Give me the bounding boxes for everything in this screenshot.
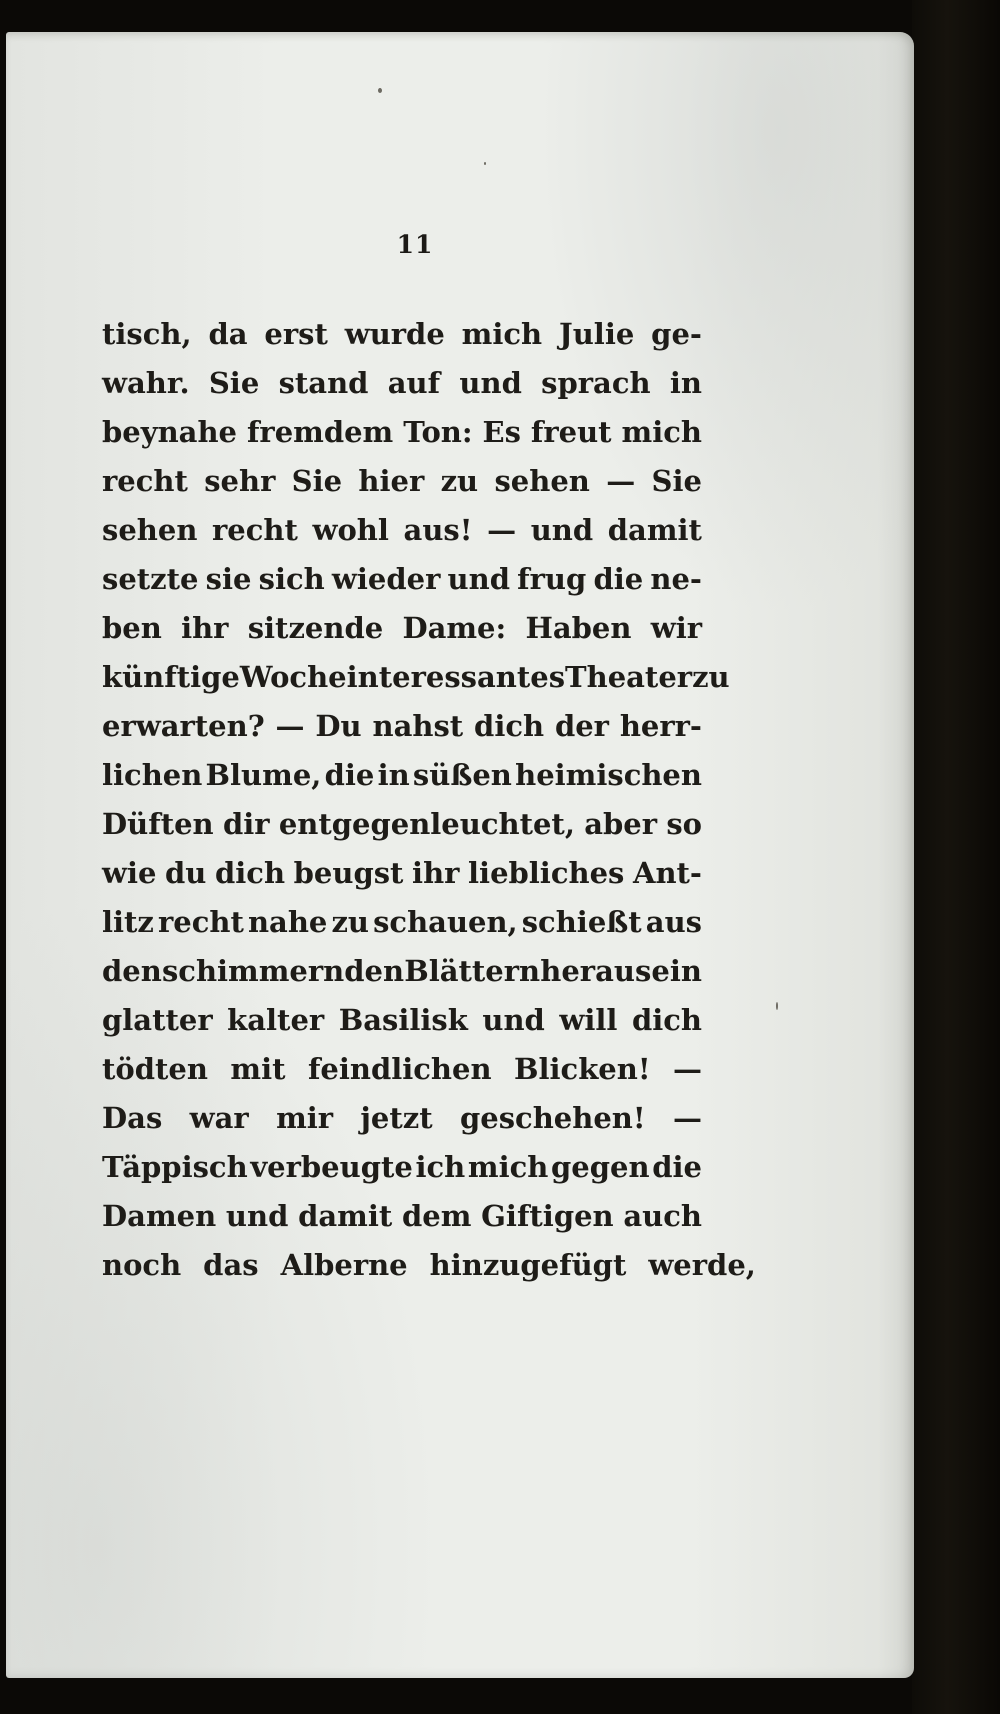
text-word: noch: [102, 1248, 182, 1282]
text-line: [102, 1150, 702, 1199]
text-word: wahr.: [102, 366, 190, 400]
text-word: schimmernden: [161, 954, 405, 988]
text-word: nahe: [247, 905, 328, 939]
body-text: [102, 317, 756, 1297]
text-line: [102, 1199, 702, 1248]
text-word: wohl: [312, 513, 389, 547]
text-word: heimischen: [515, 758, 702, 792]
text-word: sie: [205, 562, 252, 596]
text-word: mir: [276, 1101, 334, 1135]
text-word: ihr: [412, 856, 460, 890]
text-word: da: [208, 317, 248, 351]
text-word: Du: [315, 709, 362, 743]
text-line: [102, 709, 702, 758]
text-word: schießt: [521, 905, 642, 939]
text-word: setzte: [102, 562, 199, 596]
page-number: 11: [396, 230, 434, 259]
paper-speck: [378, 88, 382, 93]
text-word: herr-: [619, 709, 702, 743]
text-line: [102, 856, 702, 905]
text-line: [102, 366, 702, 415]
text-line: [102, 611, 702, 660]
text-word: jetzt: [360, 1101, 433, 1135]
text-word: und: [447, 562, 510, 596]
text-word: mit: [230, 1052, 286, 1086]
text-word: wieder: [331, 562, 441, 596]
text-word: Ant-: [632, 856, 702, 890]
text-word: ge-: [651, 317, 702, 351]
text-line: [102, 464, 702, 513]
text-word: Giftigen: [481, 1199, 614, 1233]
text-word: fremdem: [246, 415, 394, 449]
text-word: dich: [215, 856, 286, 890]
text-word: dir: [222, 807, 270, 841]
text-word: —: [673, 1052, 702, 1086]
text-line: [102, 954, 702, 1003]
text-word: das: [203, 1248, 259, 1282]
text-word: erwarten?: [102, 709, 265, 743]
paper-speck: [776, 1002, 778, 1010]
text-word: die: [324, 758, 375, 792]
text-word: Blättern: [404, 954, 541, 988]
text-word: beugst: [293, 856, 404, 890]
text-word: hinzugefügt: [429, 1248, 627, 1282]
text-word: Blume,: [205, 758, 322, 792]
text-word: Ton:: [403, 415, 473, 449]
text-line: [102, 807, 702, 856]
text-word: dem: [402, 1199, 472, 1233]
text-word: liebliches: [468, 856, 625, 890]
text-word: du: [165, 856, 207, 890]
text-word: mich: [467, 1150, 549, 1184]
text-word: künftige: [102, 660, 240, 694]
text-word: dich: [474, 709, 545, 743]
text-word: verbeugte: [250, 1150, 413, 1184]
text-word: in: [377, 758, 410, 792]
text-word: ich: [415, 1150, 466, 1184]
text-word: Dame:: [402, 611, 507, 645]
text-word: und: [530, 513, 594, 547]
text-word: süßen: [412, 758, 512, 792]
text-word: geschehen!: [460, 1101, 646, 1135]
book-spine: [912, 0, 1000, 1714]
text-word: —: [672, 1101, 702, 1135]
text-word: Woche: [239, 660, 347, 694]
text-word: erst: [264, 317, 328, 351]
text-word: und: [225, 1199, 289, 1233]
text-word: schauen,: [373, 905, 518, 939]
text-word: ihr: [181, 611, 229, 645]
text-line: [102, 1248, 756, 1297]
text-word: Täppisch: [102, 1150, 248, 1184]
text-word: hier: [358, 464, 425, 498]
text-word: Sie: [291, 464, 343, 498]
text-word: die: [652, 1150, 702, 1184]
text-word: ein: [651, 954, 702, 988]
text-word: —: [487, 513, 517, 547]
text-word: —: [606, 464, 636, 498]
text-word: aber: [584, 807, 658, 841]
text-word: recht: [102, 464, 188, 498]
text-word: aus: [645, 905, 702, 939]
text-word: sehen: [494, 464, 590, 498]
text-word: in: [669, 366, 702, 400]
paper-speck: [484, 162, 486, 165]
text-word: werde,: [648, 1248, 756, 1282]
text-word: sitzende: [247, 611, 384, 645]
text-word: stand: [278, 366, 369, 400]
text-line: [102, 513, 702, 562]
text-line: [102, 1101, 702, 1150]
text-word: zu: [331, 905, 369, 939]
text-word: ben: [102, 611, 162, 645]
text-word: interessantes: [346, 660, 566, 694]
text-word: wir: [650, 611, 702, 645]
text-word: feindlichen: [307, 1052, 492, 1086]
text-word: tisch,: [102, 317, 192, 351]
text-word: damit: [607, 513, 702, 547]
text-word: mich: [621, 415, 702, 449]
text-word: die: [593, 562, 644, 596]
text-line: [102, 317, 702, 366]
text-word: entgegenleuchtet,: [278, 807, 575, 841]
text-line: [102, 415, 702, 464]
text-word: beynahe: [102, 415, 237, 449]
text-word: Alberne: [280, 1248, 408, 1282]
text-word: mich: [461, 317, 543, 351]
text-word: zu: [440, 464, 479, 498]
text-word: wurde: [344, 317, 445, 351]
text-word: Blicken!: [514, 1052, 651, 1086]
text-word: —: [275, 709, 305, 743]
text-word: der: [554, 709, 609, 743]
text-word: war: [189, 1101, 249, 1135]
text-word: recht: [212, 513, 298, 547]
text-word: Haben: [525, 611, 632, 645]
text-word: Theater: [565, 660, 693, 694]
text-word: gegen: [551, 1150, 650, 1184]
text-word: sich: [258, 562, 325, 596]
text-word: zu: [692, 660, 730, 694]
text-word: auch: [623, 1199, 702, 1233]
text-line: [102, 1003, 702, 1052]
text-word: aus!: [403, 513, 473, 547]
text-line: [102, 562, 702, 611]
text-word: und: [459, 366, 522, 400]
text-word: kalter: [227, 1003, 325, 1037]
text-word: frug: [517, 562, 587, 596]
text-word: recht: [157, 905, 244, 939]
text-word: Das: [102, 1101, 163, 1135]
text-word: sehr: [204, 464, 276, 498]
text-word: so: [666, 807, 702, 841]
text-word: und: [482, 1003, 545, 1037]
text-word: Sie: [651, 464, 702, 498]
page-sheet: [6, 32, 914, 1678]
text-line: [102, 660, 730, 709]
text-word: tödten: [102, 1052, 208, 1086]
text-line: [102, 758, 702, 807]
text-word: wie: [102, 856, 157, 890]
text-word: glatter: [102, 1003, 213, 1037]
text-word: Düften: [102, 807, 214, 841]
text-line: [102, 1052, 702, 1101]
text-word: Es: [482, 415, 521, 449]
text-word: lichen: [102, 758, 203, 792]
text-word: will: [559, 1003, 618, 1037]
text-word: freut: [530, 415, 612, 449]
text-word: Damen: [102, 1199, 217, 1233]
text-word: sehen: [102, 513, 198, 547]
text-word: Sie: [208, 366, 260, 400]
text-word: Basilisk: [338, 1003, 468, 1037]
text-word: Julie: [559, 317, 635, 351]
text-word: litz: [102, 905, 154, 939]
text-word: heraus: [540, 954, 652, 988]
text-line: [102, 905, 702, 954]
text-word: sprach: [541, 366, 651, 400]
text-word: dich: [631, 1003, 702, 1037]
text-word: den: [102, 954, 162, 988]
text-word: nahst: [372, 709, 464, 743]
text-word: auf: [387, 366, 441, 400]
text-word: damit: [298, 1199, 393, 1233]
text-word: ne-: [650, 562, 702, 596]
